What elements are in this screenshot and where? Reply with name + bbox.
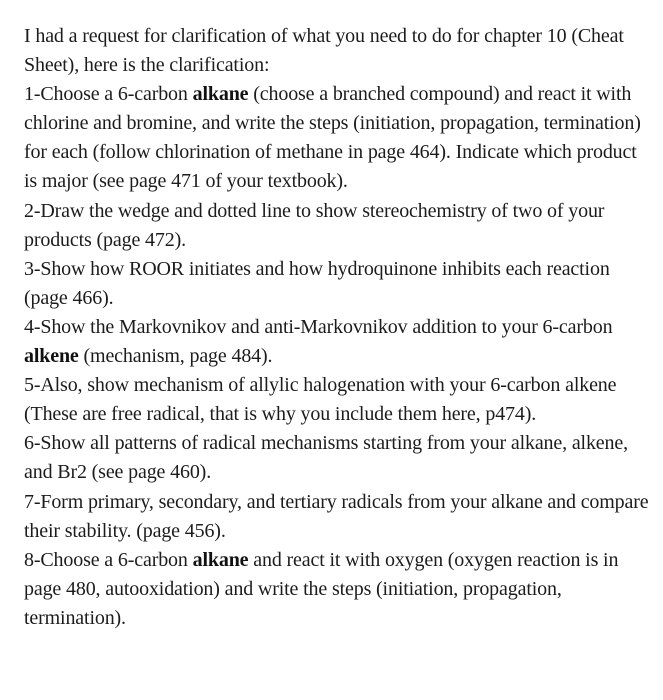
instruction-item-1: 1-Choose a 6-carbon alkane (choose a branched compound) and react it with chlorine and bromine, and write the steps (initiation, propagation, termination) for each (follow chlorination of methane in page 464). Indicate which product is major (see page 471 of your textbook). <box>24 83 641 193</box>
instruction-item-3: 3-Show how ROOR initiates and how hydroquinone inhibits each reaction (page 466). <box>24 257 610 309</box>
intro-paragraph: I had a request for clarification of what you need to do for chapter 10 (Cheat Sheet), here is the clarification: <box>24 25 624 77</box>
instruction-item-7: 7-Form primary, secondary, and tertiary radicals from your alkane and compare their stability. (page 456). <box>24 490 649 542</box>
instruction-item-4: 4-Show the Markovnikov and anti-Markovnikov addition to your 6-carbon alkene (mechanism, page 484). <box>24 315 613 368</box>
instruction-item-2: 2-Draw the wedge and dotted line to show stereochemistry of two of your products (page 472). <box>24 199 605 251</box>
bold-term: alkane <box>192 83 249 106</box>
instruction-item-6: 6-Show all patterns of radical mechanisms starting from your alkane, alkene, and Br2 (see page 460). <box>24 432 628 484</box>
instruction-item-5: 5-Also, show mechanism of allylic halogenation with your 6-carbon alkene (These are free radical, that is why you include them here, p474). <box>24 374 617 426</box>
bold-term: alkene <box>24 345 79 368</box>
bold-term: alkane <box>192 548 249 571</box>
instruction-item-8: 8-Choose a 6-carbon alkane and react it with oxygen (oxygen reaction is in page 480, autooxidation) and write the steps (initiation, propagation, termination). <box>24 548 619 629</box>
